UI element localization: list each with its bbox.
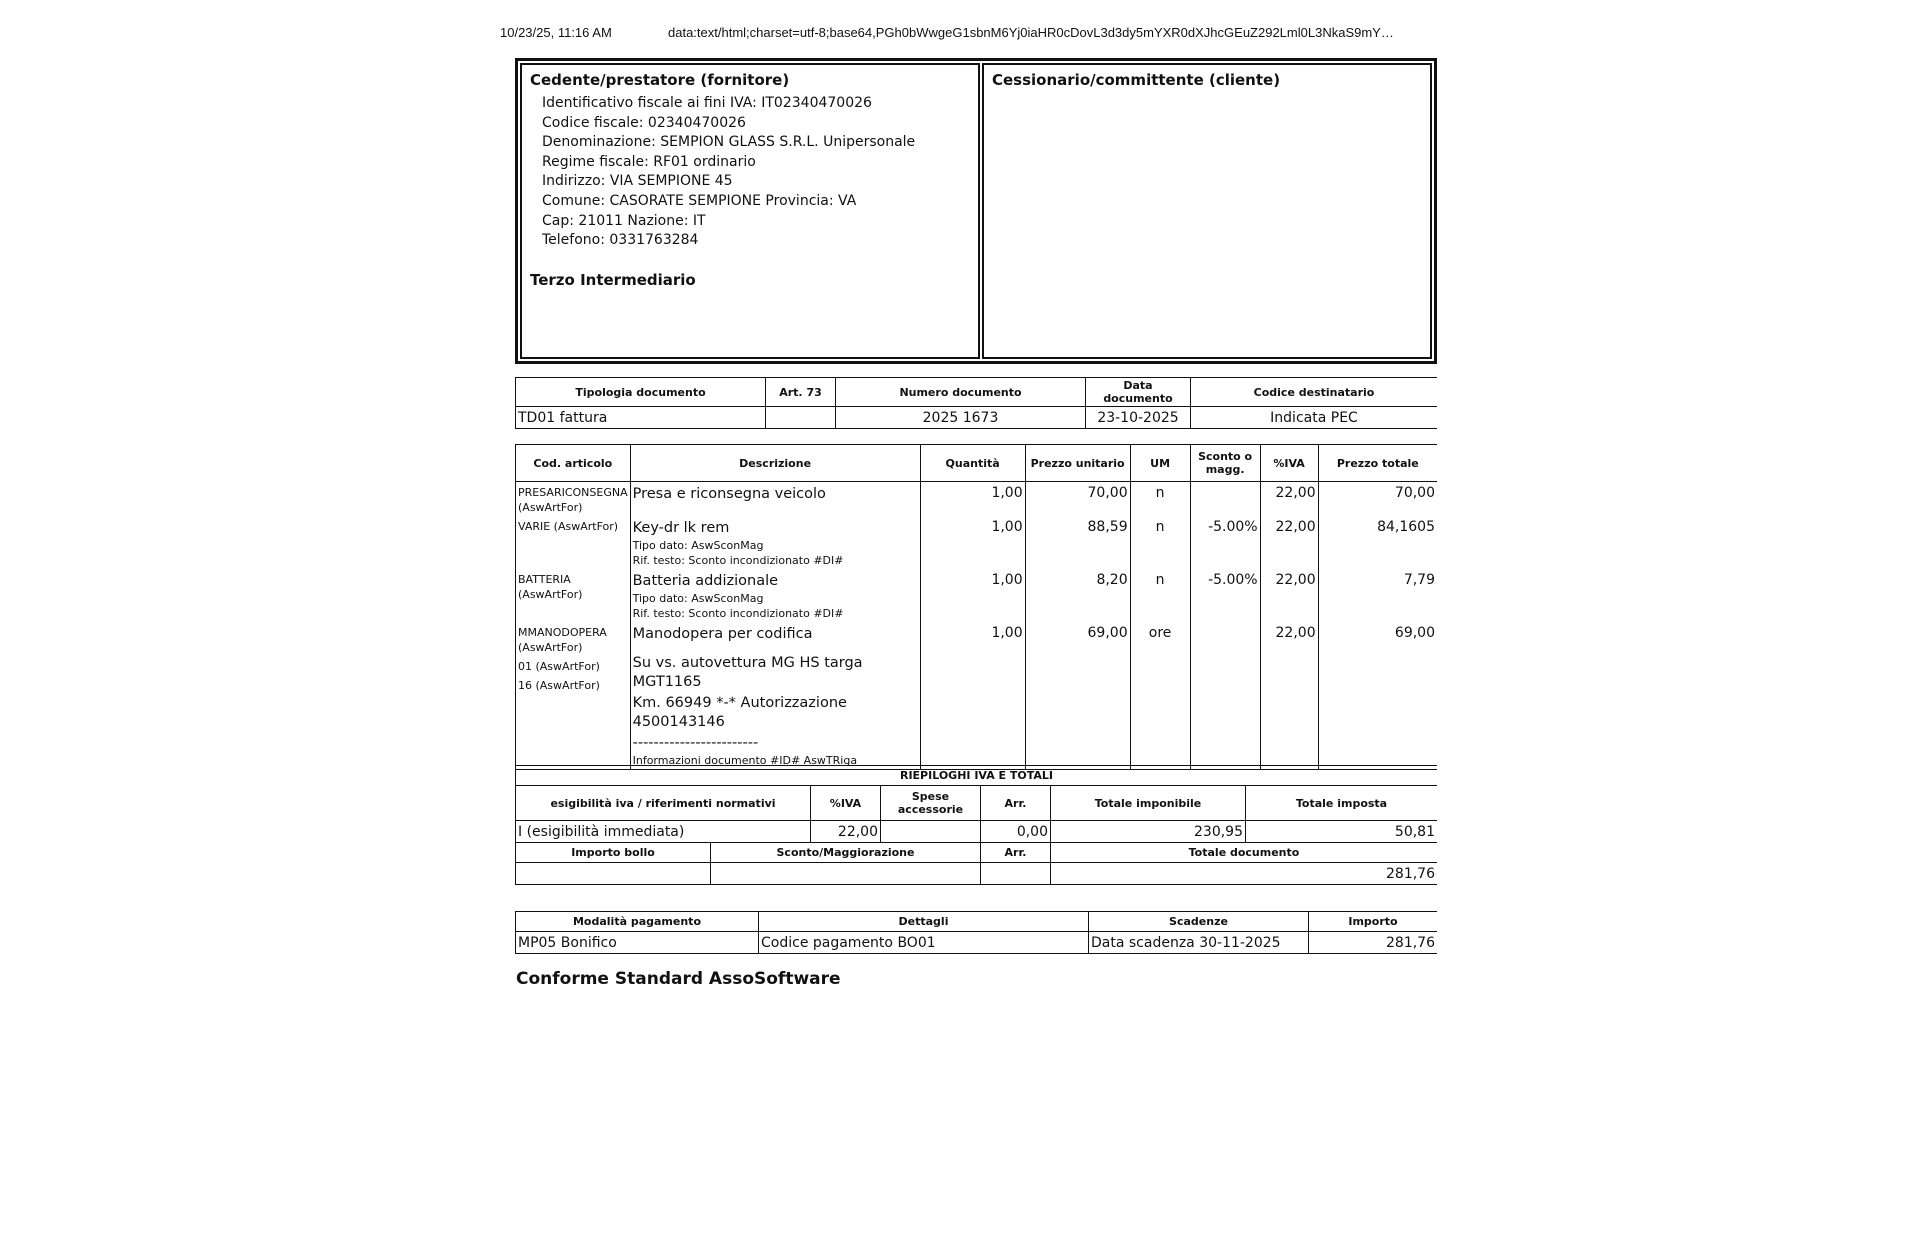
item-description-text: Manodopera per codifica [632, 626, 813, 642]
cedente-line: Comune: CASORATE SEMPIONE Provincia: VA [542, 192, 857, 209]
payment-header-cell: Dettagli [759, 912, 1089, 932]
doc-date-value: 23-10-2025 [1086, 407, 1191, 429]
doc-header-cell: Art. 73 [766, 378, 836, 407]
summary-header-cell: Totale imposta [1246, 786, 1438, 821]
vat-rate-value: 22,00 [811, 821, 881, 843]
item-total: 84,1605 [1318, 516, 1437, 569]
summary-header-cell: Totale imponibile [1051, 786, 1246, 821]
payment-due-value: Data scadenza 30-11-2025 [1089, 932, 1309, 954]
item-code-text: 16 (AswArtFor) [518, 679, 600, 692]
item-sub-note: Rif. testo: Sconto incondizionato #DI# [632, 554, 844, 567]
doc-header-cell: Codice destinatario [1191, 378, 1438, 407]
item-code: PRESARICONSEGNA (AswArtFor) [516, 482, 631, 517]
item-code: BATTERIA (AswArtFor) [516, 569, 631, 622]
payment-table [515, 911, 1437, 954]
item-vat: 22,00 [1260, 482, 1318, 517]
item-unit-price: 69,00 [1025, 622, 1130, 770]
cedente-title: Cedente/prestatore (fornitore) [530, 71, 790, 89]
item-quantity: 1,00 [920, 569, 1025, 622]
cedente-line: Denominazione: SEMPION GLASS S.R.L. Unipersonale [542, 134, 916, 151]
item-description-text: Km. 66949 *-* Autorizzazione 4500143146 [632, 695, 847, 730]
stamp-duty-value [516, 863, 711, 885]
item-description [630, 516, 920, 569]
summary-header-cell: Arr. [981, 843, 1051, 863]
vat-exigibility-value: I (esigibilità immediata) [516, 821, 811, 843]
doc-type-value: TD01 fattura [516, 407, 766, 429]
payment-details-value: Codice pagamento BO01 [759, 932, 1089, 954]
lines-header-cell: Prezzo totale [1318, 445, 1437, 482]
item-code-text: MMANODOPERA (AswArtFor) [518, 626, 607, 654]
cedente-line: Regime fiscale: RF01 ordinario [542, 153, 756, 170]
vat-summary-table [515, 765, 1437, 885]
summary-header-cell: esigibilità iva / riferimenti normativi [516, 786, 811, 821]
item-sub-note: Informazioni documento #ID# AswTRiga [632, 754, 858, 767]
item-description-text: Batteria addizionale [632, 573, 779, 589]
item-discount: -5.00% [1190, 569, 1260, 622]
discount-value [711, 863, 981, 885]
summary-header-cell: %IVA [811, 786, 881, 821]
item-unit-price: 70,00 [1025, 482, 1130, 517]
print-datetime: 10/23/25, 11:16 AM [500, 25, 612, 40]
item-discount [1190, 622, 1260, 770]
summary-header-cell: Spese accessorie [881, 786, 981, 821]
item-discount [1190, 482, 1260, 517]
item-description [630, 622, 920, 770]
cedente-line: Telefono: 0331763284 [542, 232, 699, 249]
item-quantity: 1,00 [920, 516, 1025, 569]
item-code: VARIE (AswArtFor) [516, 516, 631, 569]
cedente-line: Codice fiscale: 02340470026 [542, 114, 746, 131]
cedente-line: Indirizzo: VIA SEMPIONE 45 [542, 173, 733, 190]
item-unit-price: 88,59 [1025, 516, 1130, 569]
item-vat: 22,00 [1260, 569, 1318, 622]
table-row [516, 516, 1438, 569]
lines-header-cell: UM [1130, 445, 1190, 482]
item-code [516, 622, 631, 770]
item-description-text: Key-dr lk rem [632, 520, 730, 536]
item-um: n [1130, 569, 1190, 622]
lines-header-cell: Sconto o magg. [1190, 445, 1260, 482]
table-row [516, 622, 1438, 770]
cessionario-title: Cessionario/committente (cliente) [992, 71, 1281, 89]
item-code-text: 01 (AswArtFor) [518, 660, 600, 673]
lines-header-cell: Cod. articolo [516, 445, 631, 482]
item-vat: 22,00 [1260, 622, 1318, 770]
summary-title: RIEPILOGHI IVA E TOTALI [516, 766, 1438, 786]
item-quantity: 1,00 [920, 622, 1025, 770]
item-discount: -5.00% [1190, 516, 1260, 569]
item-vat: 22,00 [1260, 516, 1318, 569]
footer-standard-note: Conforme Standard AssoSoftware [516, 969, 841, 989]
terzo-intermediario-title: Terzo Intermediario [530, 270, 696, 289]
cedente-box [520, 63, 980, 359]
item-description [630, 569, 920, 622]
cedente-line: Cap: 21011 Nazione: IT [542, 212, 706, 229]
document-info-table [515, 377, 1437, 429]
item-um: ore [1130, 622, 1190, 770]
rounding2-value [981, 863, 1051, 885]
item-description-text: Presa e riconsegna veicolo [632, 486, 826, 502]
table-row [516, 482, 1438, 517]
cessionario-box [982, 63, 1432, 359]
payment-amount-value: 281,76 [1309, 932, 1438, 954]
item-description [630, 482, 920, 517]
line-items-table [515, 444, 1437, 770]
tax-total-value: 50,81 [1246, 821, 1438, 843]
summary-header-cell: Arr. [981, 786, 1051, 821]
item-total: 7,79 [1318, 569, 1437, 622]
taxable-total-value: 230,95 [1051, 821, 1246, 843]
doc-header-cell: Data documento [1086, 378, 1191, 407]
document-total-value: 281,76 [1051, 863, 1438, 885]
doc-recipient-value: Indicata PEC [1191, 407, 1438, 429]
payment-header-cell: Scadenze [1089, 912, 1309, 932]
extra-costs-value [881, 821, 981, 843]
item-sub-note: Tipo dato: AswSconMag [632, 539, 764, 552]
cedente-line: Identificativo fiscale ai fini IVA: IT02340470026 [542, 95, 872, 111]
item-quantity: 1,00 [920, 482, 1025, 517]
doc-number-value: 2025 1673 [836, 407, 1086, 429]
item-sub-note: Rif. testo: Sconto incondizionato #DI# [632, 607, 844, 620]
summary-header-cell: Totale documento [1051, 843, 1438, 863]
item-sub-note: Tipo dato: AswSconMag [632, 592, 764, 605]
item-total: 70,00 [1318, 482, 1437, 517]
parties-section [515, 58, 1437, 364]
item-unit-price: 8,20 [1025, 569, 1130, 622]
doc-art73-value [766, 407, 836, 429]
summary-header-cell: Importo bollo [516, 843, 711, 863]
lines-header-cell: Quantità [920, 445, 1025, 482]
item-um: n [1130, 516, 1190, 569]
lines-header-cell: Descrizione [630, 445, 920, 482]
summary-header-cell: Sconto/Maggiorazione [711, 843, 981, 863]
doc-header-cell: Numero documento [836, 378, 1086, 407]
item-um: n [1130, 482, 1190, 517]
rounding-value: 0,00 [981, 821, 1051, 843]
doc-header-cell: Tipologia documento [516, 378, 766, 407]
lines-header-cell: %IVA [1260, 445, 1318, 482]
item-description-text: Su vs. autovettura MG HS targa MGT1165 [632, 655, 863, 690]
item-total: 69,00 [1318, 622, 1437, 770]
payment-method-value: MP05 Bonifico [516, 932, 759, 954]
table-row [516, 569, 1438, 622]
lines-header-cell: Prezzo unitario [1025, 445, 1130, 482]
print-url: data:text/html;charset=utf-8;base64,PGh0bWwgeG1sbnM6Yj0iaHR0cDovL3d3dy5mYXR0dXJhcGEuZ292Lml0L3NkaS9mY… [668, 25, 1394, 40]
payment-header-cell: Importo [1309, 912, 1438, 932]
separator-text: ------------------------ [632, 735, 759, 751]
payment-header-cell: Modalità pagamento [516, 912, 759, 932]
